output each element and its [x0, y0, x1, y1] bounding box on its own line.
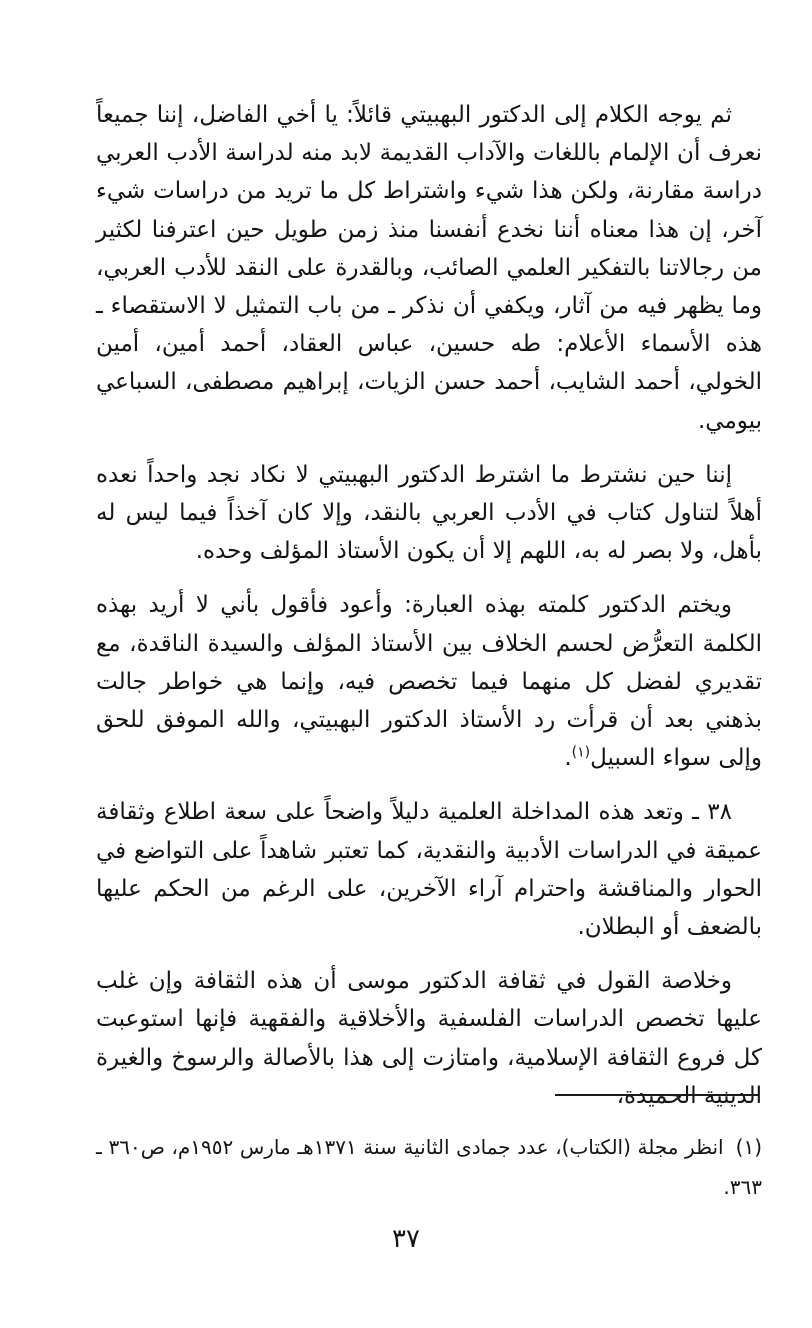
footnote-reference[interactable]: (١) [571, 744, 591, 761]
paragraph-3-text: ويختم الدكتور كلمته بهذه العبارة: وأعود فأقول بأني لا أريد بهذه الكلمة التعرُّض لحسم الخلاف بين الأستاذ المؤلف والسيدة الناقدة، مع تقديري لفضل كل منهما فيما تخصص فيه، وإنما هي خواطر جالت بذهني بعد أن قرأت رد الأستاذ الدكتور البهبيتي، والله الموفق للحق وإلى سواء السبيل [96, 592, 762, 772]
footnote [96, 1127, 762, 1207]
paragraph-3 [96, 586, 762, 777]
paragraph-5: وخلاصة القول في ثقافة الدكتور موسى أن هذه الثقافة وإن غلب عليها تخصص الدراسات الفلسفية والأخلاقية والفقهية فإنها استوعبت كل فروع الثقافة الإسلامية، وامتازت إلى هذا بالأصالة والرسوخ والغيرة الدينية الحميدة، [96, 968, 762, 1109]
paragraph-2: إننا حين نشترط ما اشترط الدكتور البهبيتي لا نكاد نجد واحداً نعده أهلاً لتناول كتاب في الأدب العربي بالنقد، وإلا كان آخذاً فيما ليس له بأهل، ولا بصر له به، اللهم إلا أن يكون الأستاذ المؤلف وحده. [96, 461, 762, 565]
footnote-marker: (١) [735, 1135, 762, 1159]
footnote-text: انظر مجلة (الكتاب)، عدد جمادى الثانية سنة ١٣٧١هـ مارس ١٩٥٢م، ص٣٦٠ ـ ٣٦٣. [96, 1135, 762, 1199]
paragraph-1: ثم يوجه الكلام إلى الدكتور البهبيتي قائلاً: يا أخي الفاضل، إننا جميعاً نعرف أن الإلمام باللغات والآداب القديمة لابد منه لدراسة الأدب العربي دراسة مقارنة، ولكن هذا شيء واشتراط كل ما تريد من دراسات شيء آخر، إن هذا معناه أننا نخدع أنفسنا منذ زمن طويل حين اعترفنا لكثير من رجالاتنا بالتفكير العلمي الصائب، وبالقدرة على النقد للأدب العربي، وما يظهر فيه من آثار، ويكفي أن نذكر ـ من باب التمثيل لا الاستقصاء ـ هذه الأسماء الأعلام: طه حسين، عباس العقاد، أحمد أمين، أمين الخولي، أحمد الشايب، أحمد حسن الزيات، إبراهيم مصطفى، السباعي بيومي. [96, 102, 762, 434]
paragraph-3-end: . [564, 745, 572, 772]
page-number: ٣٧ [392, 1224, 420, 1254]
footnote-separator [555, 1094, 758, 1096]
paragraph-4: ٣٨ ـ وتعد هذه المداخلة العلمية دليلاً واضحاً على سعة اطلاع وثقافة عميقة في الدراسات الأدبية والنقدية، كما تعتبر شاهداً على التواضع في الحوار والمناقشة واحترام آراء الآخرين، على الرغم من الحكم عليها بالضعف أو البطلان. [96, 799, 762, 941]
main-text [96, 96, 762, 1131]
